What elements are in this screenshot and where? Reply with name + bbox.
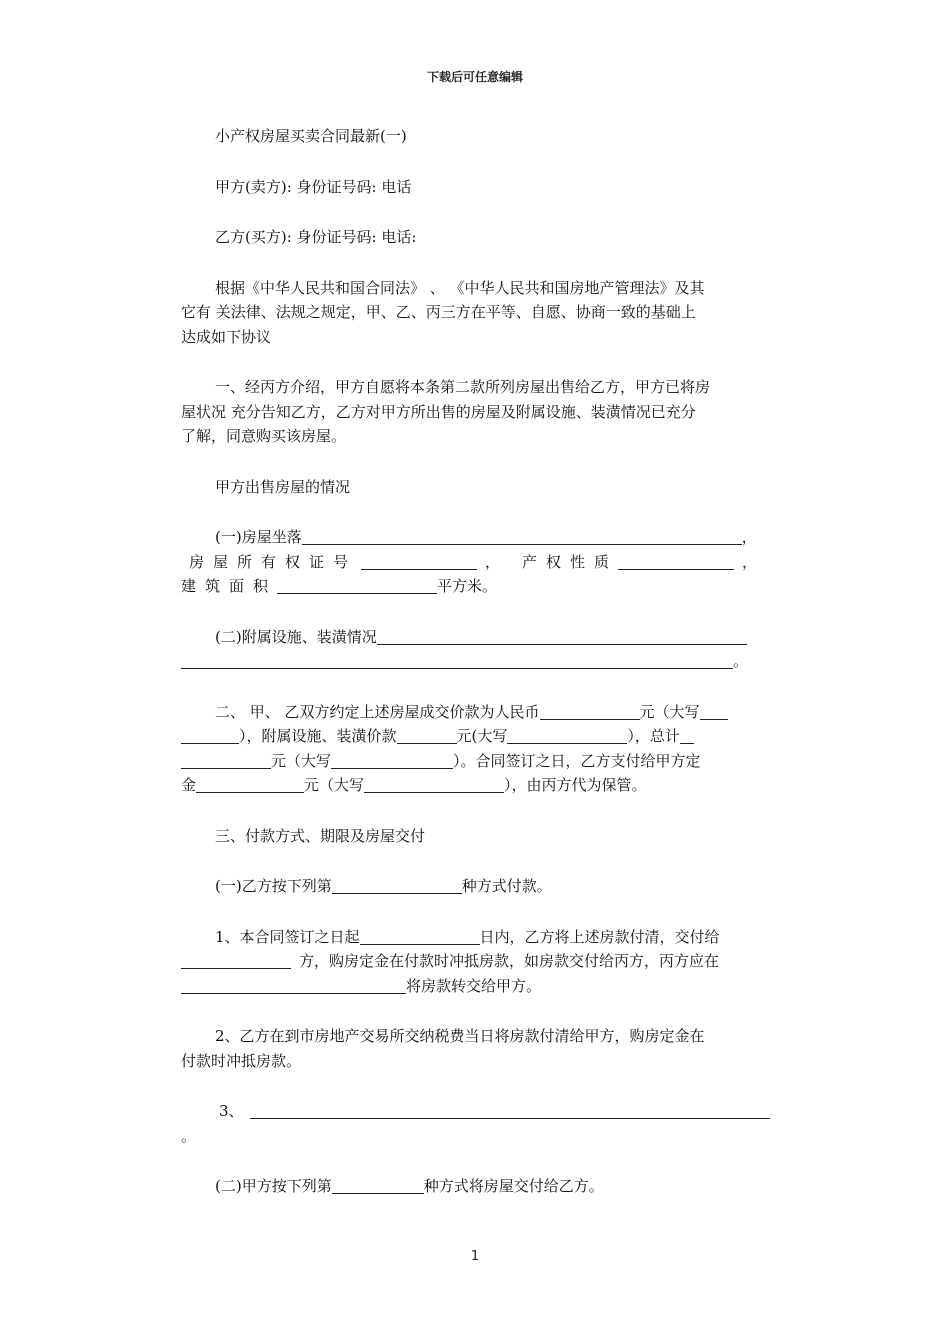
party-a: 甲方(卖方): 身份证号码: 电话 [215,177,412,196]
payment-method-blank[interactable] [332,877,462,894]
editable-note: 下载后可任意编辑 [426,70,523,84]
delivery-post: 种方式将房屋交付给乙方。 [423,1177,604,1195]
intro-paragraph [181,276,771,350]
clause2-text: 二、 甲、 乙双方约定上述房屋成交价款为人民币 [215,702,540,721]
facilities-end: 。 [733,652,749,670]
area-label: 建筑面积 [181,577,278,595]
clause2-text: ），由丙方代为保管。 [504,776,647,794]
payment-option-2 [181,1024,771,1073]
location-comma: ， [741,528,757,546]
clause-1 [181,375,771,449]
pay1-text: 1、本合同签订之日起 [215,927,360,946]
contract-body [181,124,771,1225]
pay2-line: 2、乙方在到市房地产交易所交纳税费当日将房款付清给甲方，购房定金在 [215,1027,705,1045]
intro-line: 它有 关法律、法规之规定，甲、乙、丙三方在平等、自愿、协商一致的基础上 [181,303,696,321]
pay1-text: 方，购房定金在付款时冲抵房款，如房款交付给丙方，丙方应在 [299,952,720,970]
pay3-blank[interactable] [250,1102,770,1119]
payment-option-3 [181,1099,771,1148]
price-words-blank-2[interactable] [181,727,239,744]
pay1-text: 将房款转交给甲方。 [406,976,542,995]
cert-label: 房屋所有权证号 [189,552,358,571]
clause2-text: 元（大写 [271,751,332,770]
pay1-text: 日内，乙方将上述房款付清，交付给 [479,927,720,946]
clause2-text: 元(大写 [456,727,508,745]
party-b: 乙方(买方): 身份证号码: 电话: [215,228,417,246]
nature-blank[interactable] [618,553,734,570]
cert-comma: ， [485,552,501,571]
delivery-pre: (二)甲方按下列第 [215,1177,332,1195]
facilities-block [181,625,771,674]
payment-method-post: 种方式付款。 [461,877,552,895]
total-words-blank[interactable] [331,752,453,769]
facilities-blank-2[interactable] [181,652,733,669]
pay3-end: 。 [181,1126,197,1145]
clause2-text: ）。合同签订之日，乙方支付给甲方定 [453,751,701,770]
area-unit: 平方米。 [437,577,498,595]
facilities-blank[interactable] [377,628,747,645]
location-label: (一)房屋坐落 [215,528,302,546]
clause-line: 一、经丙方介绍，甲方自愿将本条第二款所列房屋出售给乙方，甲方已将房 [215,378,711,396]
house-heading: 甲方出售房屋的情况 [215,477,351,496]
delivery-blank[interactable] [332,1177,424,1194]
pay3-number: 3、 [219,1102,244,1120]
payment-method-pre: (一)乙方按下列第 [215,877,332,895]
total-blank[interactable] [680,727,694,744]
clause2-text: ），总计 [627,727,680,745]
deposit-words-blank[interactable] [364,776,504,793]
area-blank[interactable] [277,577,437,594]
clause2-text: ），附属设施、装潢价款 [239,727,397,745]
clause-3-heading: 三、付款方式、期限及房屋交付 [215,826,426,845]
payment-option-1 [181,925,771,999]
decor-words-blank[interactable] [507,727,627,744]
contract-title: 小产权房屋买卖合同最新(一) [215,127,407,145]
cert-blank[interactable] [361,553,477,570]
clause-line: 屋状况 充分告知乙方，乙方对甲方所出售的房屋及附属设施、装潢情况已充分 [181,402,696,421]
facilities-label: (二)附属设施、装潢情况 [215,627,377,646]
price-words-blank[interactable] [700,703,728,720]
payee-blank[interactable] [181,952,291,969]
payment-method [181,874,771,899]
delivery-method [181,1174,771,1199]
total-blank-2[interactable] [181,752,271,769]
pay2-line: 付款时冲抵房款。 [181,1051,302,1070]
transfer-time-blank[interactable] [181,977,406,994]
clause2-text: 金 [181,776,197,794]
intro-line: 根据《中华人民共和国合同法》 、 《中华人民共和国房地产管理法》及其 [215,278,705,297]
clause-2 [181,700,771,798]
house-location-block [181,525,771,599]
deposit-blank[interactable] [196,776,304,793]
clause2-text: 元（大写 [304,776,365,794]
nature-comma: ， [742,552,758,571]
location-blank[interactable] [302,528,742,545]
intro-line: 达成如下协议 [181,327,272,346]
page-number: 1 [470,1249,480,1264]
decor-price-blank[interactable] [397,727,457,744]
clause2-text: 元（大写 [639,702,700,721]
clause-line: 了解，同意购买该房屋。 [181,427,347,445]
nature-label: 产权性质 [522,552,619,571]
days-blank[interactable] [360,928,480,945]
price-blank[interactable] [540,703,640,720]
